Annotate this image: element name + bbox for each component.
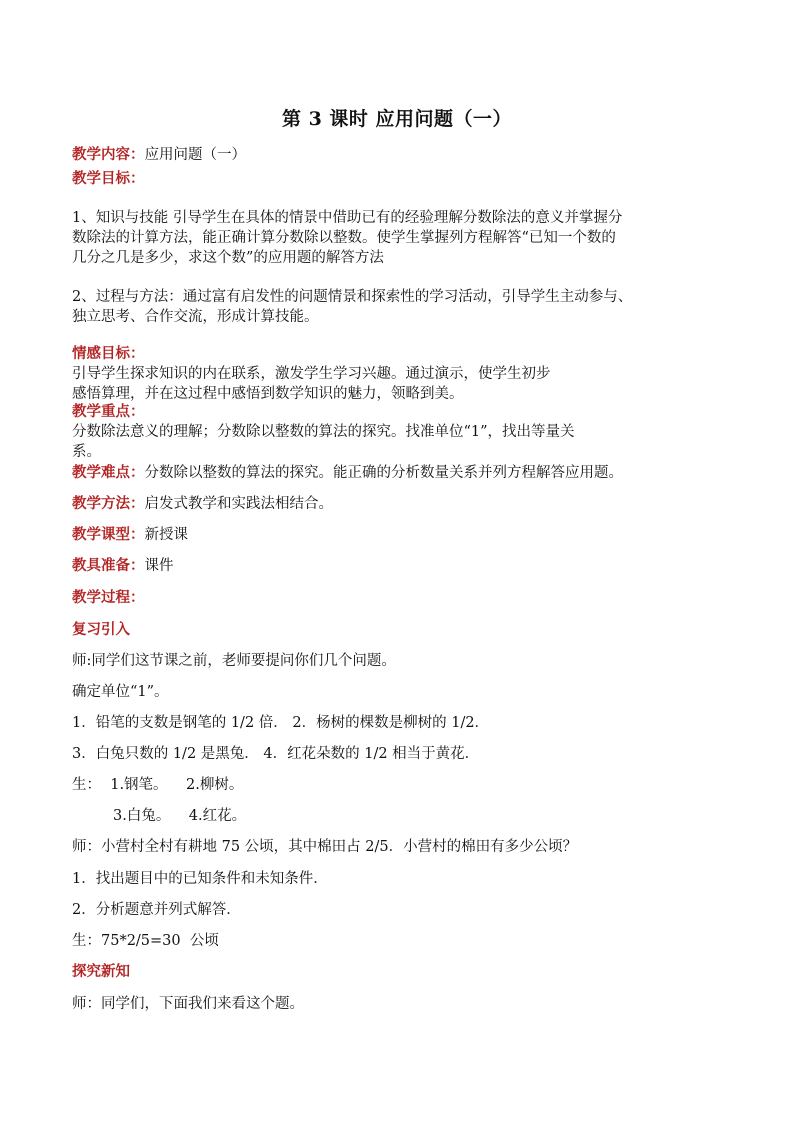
method-text: 启发式教学和实践法相结合。 <box>144 496 333 512</box>
questions-3-4: 3．白兔只数的 1/2 是黑兔． 4．红花朵数的 1/2 相当于黄花． <box>72 746 480 762</box>
objective-1-line-1: 1、知识与技能 引导学生在具体的情景中借助已有的经验理解分数除法的意义并掌握分 <box>72 210 623 226</box>
content-label: 教学内容： <box>72 146 145 163</box>
teacher-question-1: 师:同学们这节课之前，老师要提问你们几个问题。 <box>72 653 396 669</box>
objective-2-line-1: 2、过程与方法：通过富有启发性的问题情景和探索性的学习活动，引导学生主动参与、 <box>72 289 633 305</box>
objective-1-line-3: 几分之几是多少，求这个数”的应用题的解答方法 <box>72 250 384 266</box>
materials-label: 教具准备： <box>72 557 145 574</box>
explore-heading: 探究新知 <box>72 963 130 980</box>
emotion-objectives <box>72 344 732 404</box>
materials-text: 课件 <box>144 558 174 574</box>
objectives-label: 教学目标： <box>72 170 145 187</box>
emotion-line-1: 引导学生探求知识的内在联系，激发学生学习兴趣。通过演示，使学生初步 <box>72 366 551 382</box>
lesson-type-label: 教学课型： <box>72 526 145 543</box>
difficulty-row <box>72 463 732 483</box>
explore-teacher-line: 师：同学们，下面我们来看这个题。 <box>72 996 304 1012</box>
key-points-line-2: 系。 <box>72 444 101 460</box>
objective-item-1 <box>72 208 732 268</box>
content-row <box>72 145 732 165</box>
student-answer-2: 3.白兔。 4.红花。 <box>113 808 247 824</box>
lesson-type-row <box>72 525 732 545</box>
key-points <box>72 402 732 462</box>
key-points-line-1: 分数除法意义的理解；分数除以整数的算法的探究。找准单位“1”，找出等量关 <box>72 424 575 440</box>
teacher-question-2: 师：小营村全村有耕地 75 公顷，其中棉田占 2/5．小营村的棉田有多少公顷？ <box>72 839 578 855</box>
difficulty-text: 分数除以整数的算法的探究。能正确的分析数量关系并列方程解答应用题。 <box>144 465 623 481</box>
method-label: 教学方法： <box>72 495 145 512</box>
step-1: 1．找出题目中的已知条件和未知条件． <box>72 871 328 887</box>
method-row <box>72 494 732 514</box>
key-points-label: 教学重点： <box>72 403 145 420</box>
objective-2-line-2: 独立思考、合作交流，形成计算技能。 <box>72 309 319 325</box>
questions-1-2: 1．铅笔的支数是钢笔的 1/2 倍． 2．杨树的棵数是柳树的 1/2． <box>72 715 490 731</box>
student-answer-3: 生：75*2/5=30 公顷 <box>72 933 219 949</box>
content-text: 应用问题（一） <box>144 147 246 163</box>
step-2: 2．分析题意并列式解答． <box>72 902 241 918</box>
review-heading: 复习引入 <box>72 621 130 638</box>
student-answer-1: 生： 1.钢笔。 2.柳树。 <box>72 777 244 793</box>
page-title: 第 3 课时 应用问题（一） <box>281 108 513 130</box>
materials-row <box>72 556 732 576</box>
unit-line: 确定单位“1”。 <box>72 684 169 700</box>
difficulty-label: 教学难点： <box>72 464 145 481</box>
objective-item-2 <box>72 287 732 327</box>
objective-1-line-2: 数除法的计算方法，能正确计算分数除以整数。使学生掌握列方程解答“已知一个数的 <box>72 230 616 246</box>
emotion-label: 情感目标： <box>72 345 145 362</box>
emotion-line-2: 感悟算理，并在这过程中感悟到数学知识的魅力，领略到美。 <box>72 386 464 402</box>
lesson-type-text: 新授课 <box>144 527 188 543</box>
process-label: 教学过程： <box>72 589 145 606</box>
